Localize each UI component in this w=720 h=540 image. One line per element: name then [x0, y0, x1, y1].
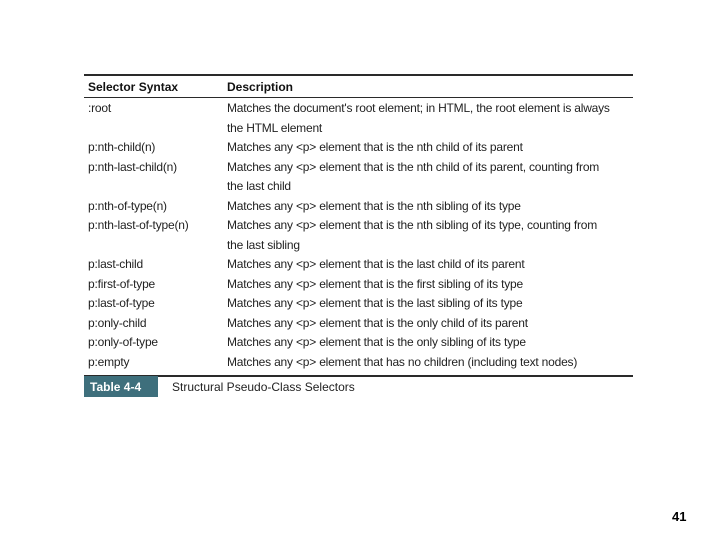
- description-cell: Matches any <p> element that is the last child of its parent: [227, 257, 525, 271]
- table-caption: [84, 376, 355, 397]
- description-line: Matches any <p> element that is the nth child of its parent, counting from: [227, 159, 600, 174]
- table-number-badge: Table 4-4: [84, 376, 158, 397]
- description-cell: [222, 216, 633, 255]
- selector-cell: p:only-child: [88, 315, 147, 330]
- table-row: [84, 294, 633, 314]
- table-row: [84, 255, 633, 275]
- description-cell: Matches any <p> element that is the nth sibling of its type: [227, 198, 521, 213]
- description-cell: Matches any <p> element that is the nth child of its parent: [227, 140, 523, 154]
- description-cell: Matches any <p> element that is the only sibling of its type: [227, 335, 526, 349]
- table-row: [84, 333, 633, 353]
- selector-cell: p:nth-child(n): [88, 140, 156, 154]
- selector-cell: p:last-of-type: [88, 296, 155, 310]
- description-cell: Matches any <p> element that is the only child of its parent: [227, 315, 528, 330]
- description-line-cont: the HTML element: [227, 120, 323, 135]
- selector-cell: :root: [88, 101, 112, 115]
- selector-cell: p:nth-last-child(n): [88, 159, 177, 174]
- selector-cell: p:only-of-type: [88, 335, 158, 349]
- description-cell: [222, 99, 633, 138]
- table-caption-title: Structural Pseudo-Class Selectors: [172, 379, 355, 394]
- table-row: [84, 216, 633, 255]
- description-cell: [222, 158, 633, 197]
- description-line: Matches the document's root element; in HTML, the root element is always: [227, 101, 610, 115]
- selector-cell: p:nth-of-type(n): [88, 198, 167, 213]
- description-cell: Matches any <p> element that has no children (including text nodes): [227, 354, 578, 369]
- header-selector-syntax: Selector Syntax: [88, 79, 179, 94]
- description-cell: Matches any <p> element that is the first sibling of its type: [227, 276, 523, 291]
- table-row: [84, 275, 633, 295]
- table-row: [84, 99, 633, 138]
- description-line-cont: the last child: [227, 179, 291, 193]
- selector-cell: p:last-child: [88, 257, 143, 271]
- selector-table: [84, 74, 633, 377]
- table-row: [84, 314, 633, 334]
- description-line: Matches any <p> element that is the nth sibling of its type, counting from: [227, 218, 598, 232]
- description-cell: Matches any <p> element that is the last sibling of its type: [227, 296, 523, 310]
- page-number: 41: [672, 509, 687, 524]
- table-row: [84, 197, 633, 217]
- header-description: Description: [227, 79, 294, 94]
- table-row: [84, 353, 633, 373]
- selector-cell: p:nth-last-of-type(n): [88, 218, 189, 232]
- selector-cell: p:empty: [88, 354, 130, 369]
- table-body: [84, 98, 633, 372]
- table-row: [84, 138, 633, 158]
- description-line-cont: the last sibling: [227, 237, 300, 252]
- table-header-row: [84, 76, 633, 97]
- selector-cell: p:first-of-type: [88, 276, 156, 291]
- table-row: [84, 158, 633, 197]
